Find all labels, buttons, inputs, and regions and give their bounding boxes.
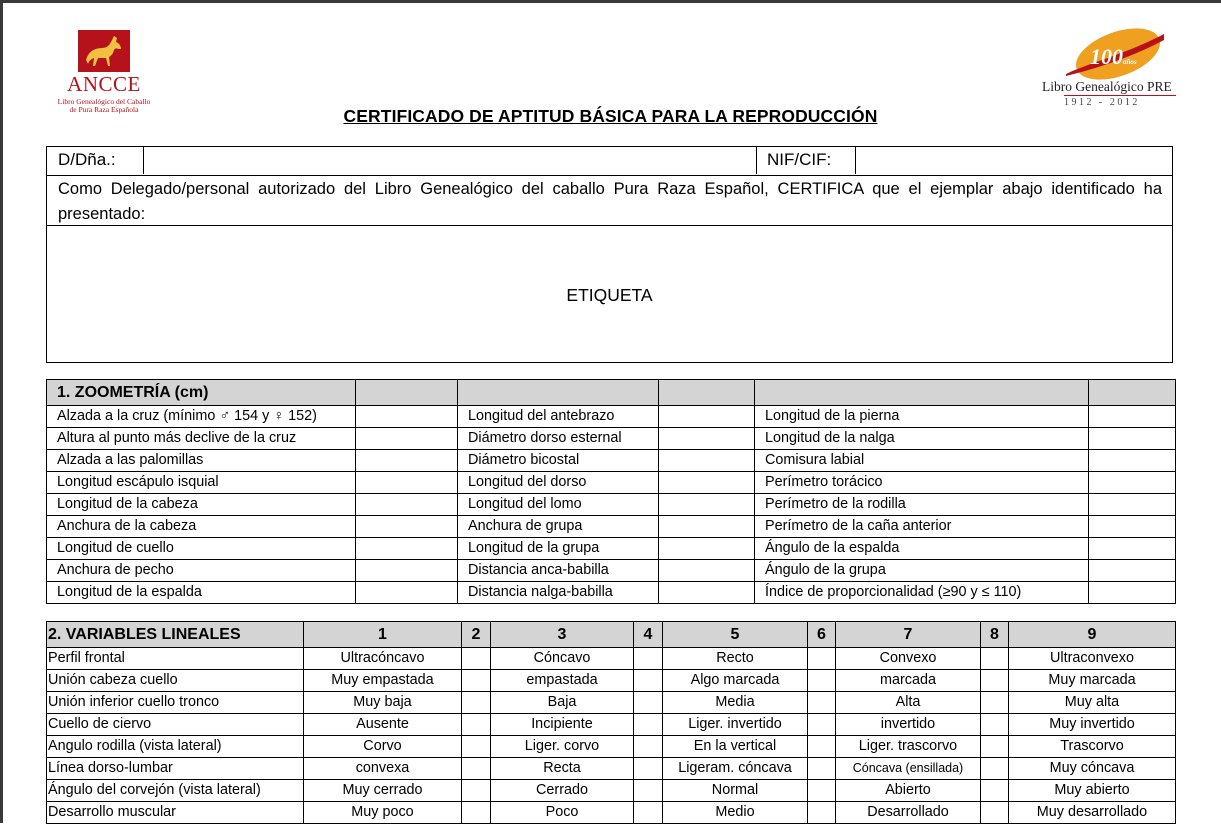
table-row bbox=[47, 692, 1176, 714]
score-9-option[interactable]: Muy desarrollado bbox=[1009, 802, 1176, 824]
score-8-option[interactable] bbox=[981, 736, 1009, 758]
score-7-option[interactable]: Cóncava (ensillada) bbox=[836, 758, 981, 780]
measure-value[interactable] bbox=[1089, 472, 1176, 494]
score-header: 9 bbox=[1009, 622, 1176, 648]
score-5-option[interactable]: Liger. invertido bbox=[663, 714, 808, 736]
score-2-option[interactable] bbox=[462, 780, 491, 802]
score-5-option[interactable]: Algo marcada bbox=[663, 670, 808, 692]
score-1-option[interactable]: Ausente bbox=[304, 714, 462, 736]
label-placeholder: ETIQUETA bbox=[566, 285, 653, 305]
zoometry-section-title: 1. ZOOMETRÍA (cm) bbox=[47, 380, 356, 406]
measure-label: Comisura labial bbox=[755, 450, 1089, 472]
libro-genealogico-years: 1912 - 2012 bbox=[1064, 97, 1140, 108]
measure-label: Perímetro de la rodilla bbox=[755, 494, 1089, 516]
nif-label: NIF/CIF: bbox=[767, 150, 832, 169]
score-3-option[interactable]: Cerrado bbox=[491, 780, 634, 802]
score-6-option[interactable] bbox=[808, 670, 836, 692]
measure-label: Longitud de la espalda bbox=[47, 582, 356, 604]
score-7-option[interactable]: Desarrollado bbox=[836, 802, 981, 824]
measure-value[interactable] bbox=[659, 582, 755, 604]
trait-label: Unión cabeza cuello bbox=[47, 670, 304, 692]
centenary-badge-suffix: años bbox=[1123, 58, 1137, 66]
nif-label-cell bbox=[756, 147, 856, 174]
score-2-option[interactable] bbox=[462, 648, 491, 670]
score-2-option[interactable] bbox=[462, 736, 491, 758]
measure-label: Longitud de cuello bbox=[47, 538, 356, 560]
score-6-option[interactable] bbox=[808, 648, 836, 670]
trait-label: Línea dorso-lumbar bbox=[47, 758, 304, 780]
score-1-option[interactable]: Ultracóncavo bbox=[304, 648, 462, 670]
score-5-option[interactable]: Recto bbox=[663, 648, 808, 670]
score-6-option[interactable] bbox=[808, 736, 836, 758]
measure-label: Longitud escápulo isquial bbox=[47, 472, 356, 494]
measure-label: Índice de proporcionalidad (≥90 y ≤ 110) bbox=[755, 582, 1089, 604]
score-2-option[interactable] bbox=[462, 670, 491, 692]
score-1-option[interactable]: Muy baja bbox=[304, 692, 462, 714]
measure-value[interactable] bbox=[1089, 406, 1176, 428]
score-1-option[interactable]: convexa bbox=[304, 758, 462, 780]
score-7-option[interactable]: marcada bbox=[836, 670, 981, 692]
table-row bbox=[47, 758, 1176, 780]
score-7-option[interactable]: invertido bbox=[836, 714, 981, 736]
measure-label: Diámetro dorso esternal bbox=[458, 428, 659, 450]
score-4-option[interactable] bbox=[634, 648, 663, 670]
identification-row bbox=[47, 147, 1172, 176]
score-1-option[interactable]: Muy empastada bbox=[304, 670, 462, 692]
statement-divider bbox=[47, 225, 1172, 226]
measure-label: Anchura de la cabeza bbox=[47, 516, 356, 538]
measure-label: Diámetro bicostal bbox=[458, 450, 659, 472]
name-label: D/Dña.: bbox=[58, 150, 116, 169]
score-3-option[interactable]: Cóncavo bbox=[491, 648, 634, 670]
measure-value[interactable] bbox=[1089, 516, 1176, 538]
measure-label: Perímetro torácico bbox=[755, 472, 1089, 494]
libro-genealogico-logo bbox=[1034, 24, 1184, 114]
window-frame-top bbox=[0, 0, 1221, 3]
score-5-option[interactable]: Media bbox=[663, 692, 808, 714]
measure-value[interactable] bbox=[659, 472, 755, 494]
score-2-option[interactable] bbox=[462, 758, 491, 780]
score-header: 6 bbox=[808, 622, 836, 648]
trait-label: Unión inferior cuello tronco bbox=[47, 692, 304, 714]
measure-value[interactable] bbox=[659, 428, 755, 450]
zoometry-header-row bbox=[47, 380, 1176, 406]
measure-value[interactable] bbox=[1089, 582, 1176, 604]
measure-label: Longitud del lomo bbox=[458, 494, 659, 516]
table-row bbox=[47, 670, 1176, 692]
trait-label: Angulo rodilla (vista lateral) bbox=[47, 736, 304, 758]
trait-label: Cuello de ciervo bbox=[47, 714, 304, 736]
measure-value[interactable] bbox=[356, 538, 458, 560]
table-row bbox=[47, 802, 1176, 824]
score-header: 2 bbox=[462, 622, 491, 648]
measure-value[interactable] bbox=[659, 494, 755, 516]
measure-value[interactable] bbox=[1089, 560, 1176, 582]
score-9-option[interactable]: Muy invertido bbox=[1009, 714, 1176, 736]
score-5-option[interactable]: Ligeram. cóncava bbox=[663, 758, 808, 780]
measure-value[interactable] bbox=[1089, 450, 1176, 472]
score-4-option[interactable] bbox=[634, 692, 663, 714]
measure-value[interactable] bbox=[1089, 538, 1176, 560]
table-row bbox=[47, 406, 1176, 428]
score-9-option[interactable]: Muy cóncava bbox=[1009, 758, 1176, 780]
table-row bbox=[47, 494, 1176, 516]
score-3-option[interactable]: Recta bbox=[491, 758, 634, 780]
header-empty-cell bbox=[356, 380, 458, 406]
measure-label: Longitud del antebrazo bbox=[458, 406, 659, 428]
table-row bbox=[47, 538, 1176, 560]
header-empty-cell bbox=[659, 380, 755, 406]
measure-value[interactable] bbox=[356, 428, 458, 450]
score-6-option[interactable] bbox=[808, 758, 836, 780]
measure-label: Ángulo de la grupa bbox=[755, 560, 1089, 582]
measure-label: Longitud del dorso bbox=[458, 472, 659, 494]
score-5-option[interactable]: Normal bbox=[663, 780, 808, 802]
score-8-option[interactable] bbox=[981, 648, 1009, 670]
measure-value[interactable] bbox=[659, 560, 755, 582]
table-row bbox=[47, 780, 1176, 802]
ancce-logo bbox=[44, 30, 169, 116]
score-2-option[interactable] bbox=[462, 692, 491, 714]
table-row bbox=[47, 450, 1176, 472]
score-4-option[interactable] bbox=[634, 758, 663, 780]
score-1-option[interactable]: Muy cerrado bbox=[304, 780, 462, 802]
name-field[interactable] bbox=[143, 147, 756, 174]
measure-value[interactable] bbox=[659, 516, 755, 538]
table-row bbox=[47, 560, 1176, 582]
measure-label: Distancia anca-babilla bbox=[458, 560, 659, 582]
measure-value[interactable] bbox=[356, 450, 458, 472]
centenary-badge bbox=[1090, 44, 1137, 70]
header-empty-cell bbox=[458, 380, 659, 406]
nif-field[interactable] bbox=[856, 147, 1172, 174]
score-9-option[interactable]: Ultraconvexo bbox=[1009, 648, 1176, 670]
trait-label: Desarrollo muscular bbox=[47, 802, 304, 824]
score-3-option[interactable]: Baja bbox=[491, 692, 634, 714]
score-header: 8 bbox=[981, 622, 1009, 648]
logo-divider bbox=[1064, 95, 1176, 96]
score-7-option[interactable]: Liger. trascorvo bbox=[836, 736, 981, 758]
score-5-option[interactable]: Medio bbox=[663, 802, 808, 824]
score-4-option[interactable] bbox=[634, 736, 663, 758]
score-7-option[interactable]: Abierto bbox=[836, 780, 981, 802]
measure-value[interactable] bbox=[356, 560, 458, 582]
score-1-option[interactable]: Muy poco bbox=[304, 802, 462, 824]
score-2-option[interactable] bbox=[462, 714, 491, 736]
measure-label: Altura al punto más declive de la cruz bbox=[47, 428, 356, 450]
measure-label: Longitud de la nalga bbox=[755, 428, 1089, 450]
measure-value[interactable] bbox=[356, 472, 458, 494]
score-header: 5 bbox=[663, 622, 808, 648]
horse-logo-icon bbox=[78, 30, 130, 72]
linear-variables-table bbox=[46, 621, 1176, 824]
measure-label: Distancia nalga-babilla bbox=[458, 582, 659, 604]
header-empty-cell bbox=[1089, 380, 1176, 406]
score-7-option[interactable]: Alta bbox=[836, 692, 981, 714]
score-header: 4 bbox=[634, 622, 663, 648]
measure-value[interactable] bbox=[659, 406, 755, 428]
measure-value[interactable] bbox=[356, 516, 458, 538]
measure-value[interactable] bbox=[659, 538, 755, 560]
measure-value[interactable] bbox=[356, 582, 458, 604]
score-4-option[interactable] bbox=[634, 714, 663, 736]
measure-value[interactable] bbox=[1089, 494, 1176, 516]
score-9-option[interactable]: Trascorvo bbox=[1009, 736, 1176, 758]
libro-genealogico-name: Libro Genealógico PRE bbox=[1042, 79, 1172, 94]
score-8-option[interactable] bbox=[981, 670, 1009, 692]
score-4-option[interactable] bbox=[634, 670, 663, 692]
table-row bbox=[47, 736, 1176, 758]
score-5-option[interactable]: En la vertical bbox=[663, 736, 808, 758]
score-3-option[interactable]: Liger. corvo bbox=[491, 736, 634, 758]
score-header: 7 bbox=[836, 622, 981, 648]
score-9-option[interactable]: Muy alta bbox=[1009, 692, 1176, 714]
measure-label: Longitud de la cabeza bbox=[47, 494, 356, 516]
identification-box bbox=[46, 146, 1173, 363]
score-8-option[interactable] bbox=[981, 780, 1009, 802]
header-empty-cell bbox=[755, 380, 1089, 406]
score-7-option[interactable]: Convexo bbox=[836, 648, 981, 670]
measure-value[interactable] bbox=[659, 450, 755, 472]
measure-label: Ángulo de la espalda bbox=[755, 538, 1089, 560]
measure-value[interactable] bbox=[1089, 428, 1176, 450]
table-row bbox=[47, 648, 1176, 670]
score-3-option[interactable]: Incipiente bbox=[491, 714, 634, 736]
measure-value[interactable] bbox=[356, 494, 458, 516]
measure-label: Longitud de la grupa bbox=[458, 538, 659, 560]
score-6-option[interactable] bbox=[808, 692, 836, 714]
score-8-option[interactable] bbox=[981, 758, 1009, 780]
ancce-subtitle-2: de Pura Raza Española bbox=[69, 105, 139, 114]
measure-value[interactable] bbox=[356, 406, 458, 428]
table-row bbox=[47, 472, 1176, 494]
ancce-name: ANCCE bbox=[67, 72, 141, 96]
score-2-option[interactable] bbox=[462, 802, 491, 824]
trait-label: Ángulo del corvejón (vista lateral) bbox=[47, 780, 304, 802]
table-row bbox=[47, 582, 1176, 604]
measure-label: Longitud de la pierna bbox=[755, 406, 1089, 428]
score-3-option[interactable]: Poco bbox=[491, 802, 634, 824]
table-row bbox=[47, 516, 1176, 538]
trait-label: Perfil frontal bbox=[47, 648, 304, 670]
score-9-option[interactable]: Muy marcada bbox=[1009, 670, 1176, 692]
score-6-option[interactable] bbox=[808, 714, 836, 736]
score-4-option[interactable] bbox=[634, 780, 663, 802]
linear-variables-header-row bbox=[47, 622, 1176, 648]
score-4-option[interactable] bbox=[634, 802, 663, 824]
measure-label: Perímetro de la caña anterior bbox=[755, 516, 1089, 538]
measure-label: Alzada a la cruz (mínimo ♂ 154 y ♀ 152) bbox=[47, 406, 356, 428]
table-row bbox=[47, 428, 1176, 450]
page-title: CERTIFICADO DE APTITUD BÁSICA PARA LA REPRODUCCIÓN bbox=[343, 106, 878, 126]
zoometry-table bbox=[46, 379, 1176, 604]
score-8-option[interactable] bbox=[981, 692, 1009, 714]
certification-statement: Como Delegado/personal autorizado del Libro Genealógico del caballo Pura Raza Español, CERTIFICA que el ejemplar abajo identificado ha presentado: bbox=[58, 180, 1162, 223]
score-6-option[interactable] bbox=[808, 802, 836, 824]
table-row bbox=[47, 714, 1176, 736]
score-header: 3 bbox=[491, 622, 634, 648]
score-8-option[interactable] bbox=[981, 714, 1009, 736]
score-1-option[interactable]: Corvo bbox=[304, 736, 462, 758]
ancce-subtitle-1: Libro Genealógico del Caballo bbox=[57, 97, 151, 106]
measure-label: Anchura de pecho bbox=[47, 560, 356, 582]
score-8-option[interactable] bbox=[981, 802, 1009, 824]
measure-label: Anchura de grupa bbox=[458, 516, 659, 538]
score-header: 1 bbox=[304, 622, 462, 648]
score-3-option[interactable]: empastada bbox=[491, 670, 634, 692]
score-9-option[interactable]: Muy abierto bbox=[1009, 780, 1176, 802]
measure-label: Alzada a las palomillas bbox=[47, 450, 356, 472]
linear-variables-section-title: 2. VARIABLES LINEALES bbox=[47, 622, 304, 648]
score-6-option[interactable] bbox=[808, 780, 836, 802]
centenary-badge-number: 100 bbox=[1090, 44, 1123, 69]
